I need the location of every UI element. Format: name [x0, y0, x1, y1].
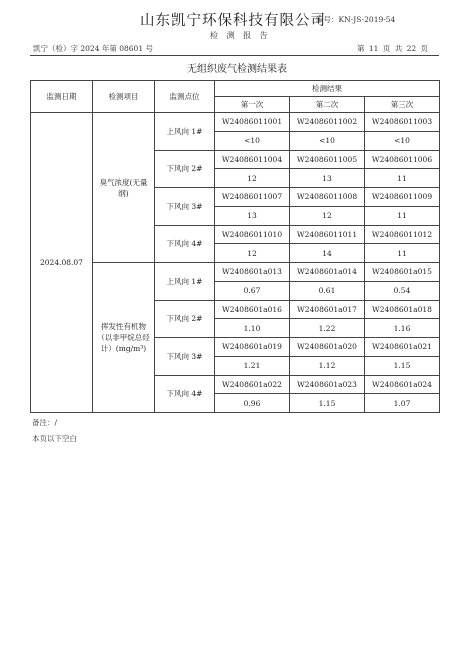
sample-id-cell: W24086011012 — [365, 225, 440, 244]
result-value-cell: 1.21 — [215, 356, 290, 375]
result-value-cell: 14 — [290, 244, 365, 263]
result-value-cell: 11 — [365, 244, 440, 263]
point-cell: 下风向 3# — [155, 188, 215, 226]
sample-id-cell: W24086011004 — [215, 150, 290, 169]
table-title: 无组织废气检测结果表 — [187, 64, 287, 75]
point-cell: 下风向 4# — [155, 225, 215, 263]
blank-below-note: 本页以下空白 — [32, 434, 77, 443]
result-value-cell: <10 — [365, 131, 440, 150]
header-second: 第二次 — [290, 97, 365, 113]
document-code: 编号：KN-JS-2019-54 — [316, 15, 396, 24]
sample-id-cell: W24086011011 — [290, 225, 365, 244]
page-indicator: 第 11 页 共 22 页 — [357, 44, 429, 53]
result-value-cell: 1.15 — [290, 394, 365, 413]
sample-id-cell: W24086011003 — [365, 113, 440, 132]
company-name: 山东凯宁环保科技有限公司 — [140, 13, 326, 29]
result-value-cell: 11 — [365, 206, 440, 225]
result-value-cell: 12 — [215, 169, 290, 188]
sample-id-cell: W24086011006 — [365, 150, 440, 169]
table-row — [31, 113, 440, 132]
report-number: 凯宁（检）字 2024 年第 08601 号 — [33, 44, 153, 53]
item-cell: 臭气浓度(无量纲) — [93, 113, 155, 263]
date-cell: 2024.08.07 — [31, 113, 93, 413]
result-value-cell: 1.10 — [215, 319, 290, 338]
sample-id-cell: W24086011009 — [365, 188, 440, 207]
sample-id-cell: W2408601a019 — [215, 338, 290, 357]
header-results: 检测结果 — [215, 81, 440, 97]
header-date: 监测日期 — [31, 81, 93, 113]
header-item: 检测项目 — [93, 81, 155, 113]
sample-id-cell: W2408601a021 — [365, 338, 440, 357]
result-value-cell: 0.61 — [290, 281, 365, 300]
result-value-cell: 1.16 — [365, 319, 440, 338]
result-value-cell: 1.15 — [365, 356, 440, 375]
point-cell: 下风向 2# — [155, 300, 215, 338]
result-value-cell: 12 — [215, 244, 290, 263]
result-value-cell: 1.22 — [290, 319, 365, 338]
result-value-cell: <10 — [290, 131, 365, 150]
sample-id-cell: W24086011002 — [290, 113, 365, 132]
sample-id-cell: W2408601a018 — [365, 300, 440, 319]
header-rule — [30, 55, 439, 56]
point-cell: 下风向 3# — [155, 338, 215, 376]
sample-id-cell: W24086011010 — [215, 225, 290, 244]
report-subtitle: 检 测 报 告 — [210, 31, 271, 40]
point-cell: 下风向 2# — [155, 150, 215, 188]
result-value-cell: 13 — [290, 169, 365, 188]
item-cell: 挥发性有机物（以非甲烷总烃计）(mg/m³) — [93, 263, 155, 413]
result-value-cell: <10 — [215, 131, 290, 150]
point-cell: 上风向 1# — [155, 113, 215, 151]
sample-id-cell: W2408601a015 — [365, 263, 440, 282]
header-third: 第三次 — [365, 97, 440, 113]
sample-id-cell: W2408601a023 — [290, 375, 365, 394]
result-value-cell: 0.96 — [215, 394, 290, 413]
header-point: 监测点位 — [155, 81, 215, 113]
header-row — [31, 81, 440, 97]
results-table-body — [31, 81, 440, 413]
sample-id-cell: W2408601a024 — [365, 375, 440, 394]
table-row — [31, 263, 440, 282]
sample-id-cell: W24086011007 — [215, 188, 290, 207]
sample-id-cell: W2408601a017 — [290, 300, 365, 319]
remarks: 备注：/ — [32, 418, 58, 427]
header-first: 第一次 — [215, 97, 290, 113]
sample-id-cell: W2408601a020 — [290, 338, 365, 357]
sample-id-cell: W2408601a022 — [215, 375, 290, 394]
result-value-cell: 11 — [365, 169, 440, 188]
sample-id-cell: W24086011001 — [215, 113, 290, 132]
sample-id-cell: W24086011008 — [290, 188, 365, 207]
result-value-cell: 13 — [215, 206, 290, 225]
result-value-cell: 1.07 — [365, 394, 440, 413]
sample-id-cell: W2408601a014 — [290, 263, 365, 282]
point-cell: 下风向 4# — [155, 375, 215, 413]
result-value-cell: 0.54 — [365, 281, 440, 300]
result-value-cell: 0.67 — [215, 281, 290, 300]
sample-id-cell: W24086011005 — [290, 150, 365, 169]
results-table — [30, 80, 440, 413]
sample-id-cell: W2408601a013 — [215, 263, 290, 282]
point-cell: 上风向 1# — [155, 263, 215, 301]
result-value-cell: 1.12 — [290, 356, 365, 375]
result-value-cell: 12 — [290, 206, 365, 225]
sample-id-cell: W2408601a016 — [215, 300, 290, 319]
